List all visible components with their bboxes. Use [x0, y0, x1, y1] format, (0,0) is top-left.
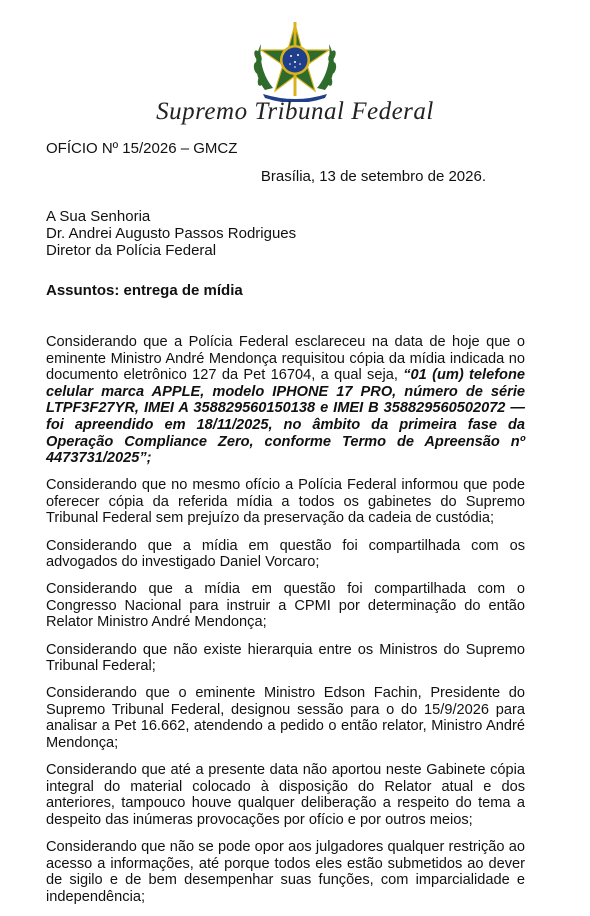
- addressee-block: [46, 208, 296, 259]
- addressee-name: Dr. Andrei Augusto Passos Rodrigues: [46, 225, 297, 242]
- coat-of-arms-icon: [245, 20, 345, 102]
- paragraph-4: Considerando que a mídia em questão foi compartilhada com o Congresso Nacional para instruir a CPMI por determinação do então Relator Ministro André Mendonça;: [46, 581, 525, 631]
- subject-line: Assuntos: entrega de mídia: [46, 282, 243, 299]
- paragraph-8: Considerando que não se pode opor aos julgadores qualquer restrição ao acesso a informações, até porque todos eles estão submetidos ao dever de sigilo e de bem desempenhar suas funções, com imparcialidade e independência;: [46, 838, 525, 905]
- seizure-quote: “01 (um) telefone celular marca APPLE, modelo IPHONE 17 PRO, número de série LTPF3F27YR, IMEI A 358829560150138 e IMEI B 358829560502072 — foi apreendido em 18/11/2025, no âmbito da primeira fase da Operação Compliance Zero, conforme Termo de Apreensão nº 4473731/2025: [46, 367, 525, 467]
- court-name: Supremo Tribunal Federal: [156, 98, 434, 125]
- paragraph-1-intro: Considerando que a Polícia Federal esclareceu na data de hoje que o eminente Ministro André Mendonça requisitou cópia da mídia indicada no documento eletrônico 127 da Pet 16704, a qual seja,: [46, 334, 525, 384]
- office-number: OFÍCIO Nº 15/2026 – GMCZ: [46, 140, 238, 157]
- paragraph-2: Considerando que no mesmo ofício a Polícia Federal informou que pode oferecer cópia da referida mídia a todos os gabinetes do Supremo Tribunal Federal sem prejuízo da preservação da cadeia de custódia;: [46, 477, 525, 527]
- paragraph-7: Considerando que até a presente data não aportou neste Gabinete cópia integral do material colocado à disposição do Relator atual e dos anteriores, tampouco houve qualquer deliberação a respeito do tema a despeito das inúmeras provocações por ofício e por outros meios;: [46, 762, 525, 828]
- addressee-salutation: A Sua Senhoria: [46, 208, 151, 225]
- paragraph-1-end: ”;: [139, 450, 152, 467]
- paragraph-5: Considerando que não existe hierarquia entre os Ministros do Supremo Tribunal Federal;: [46, 641, 525, 675]
- paragraph-1: [46, 334, 525, 467]
- addressee-title: Diretor da Polícia Federal: [46, 242, 217, 259]
- paragraph-6: Considerando que o eminente Ministro Edson Fachin, Presidente do Supremo Tribunal Federal, designou sessão para o do 15/9/2026 para analisar a Pet 16.662, atendendo a pedido o então relator, Ministro André Mendonça;: [46, 685, 525, 751]
- place-date: Brasília, 13 de setembro de 2026.: [260, 168, 486, 185]
- paragraph-3: Considerando que a mídia em questão foi compartilhada com os advogados do investigado Daniel Vorcaro;: [46, 537, 525, 571]
- letter-body: [46, 334, 525, 916]
